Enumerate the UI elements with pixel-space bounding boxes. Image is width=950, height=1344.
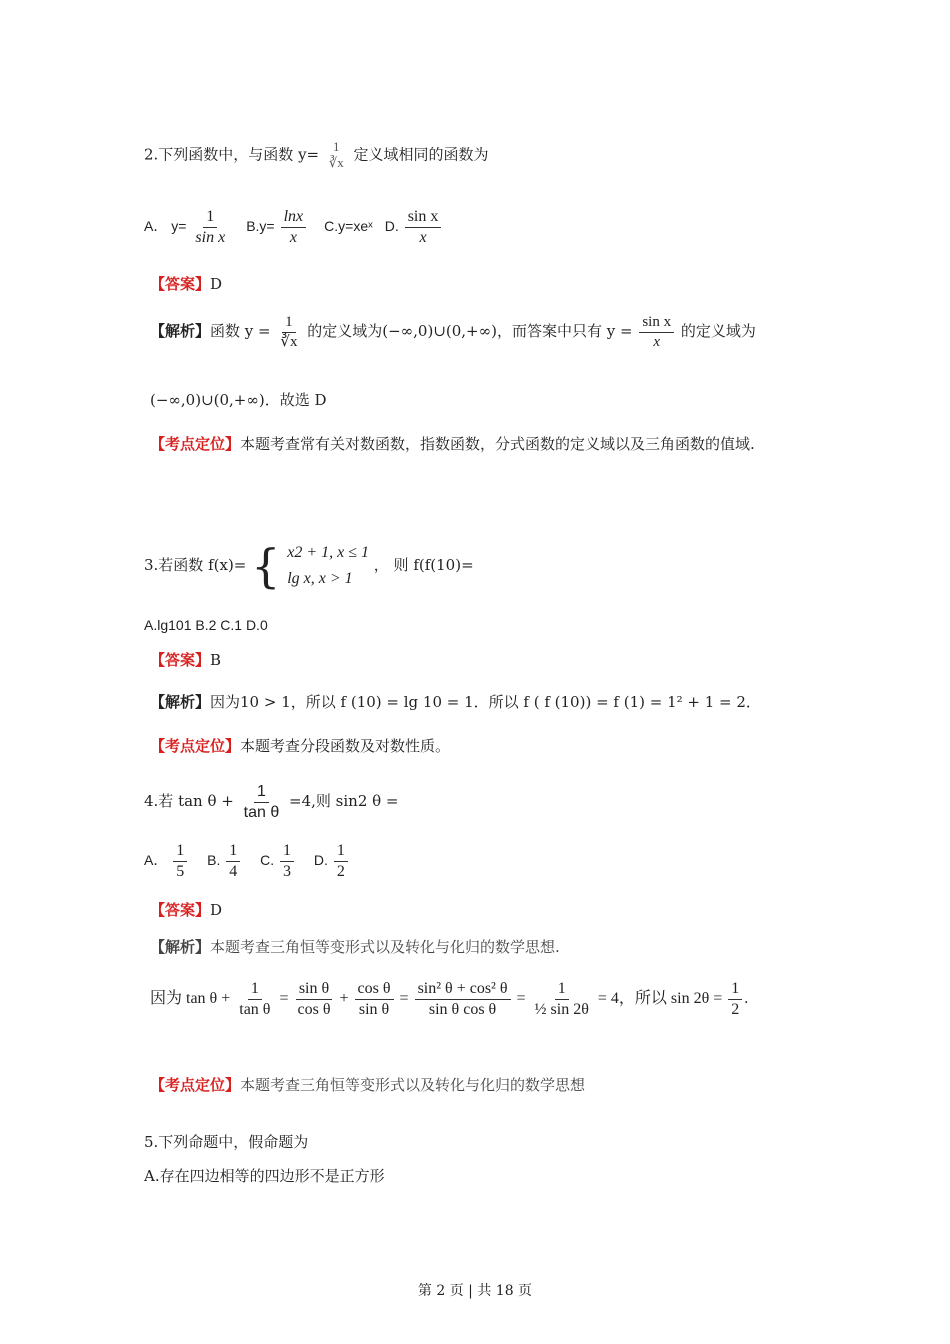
- q3-stem: 3.若函数 f(x)= { x2 + 1, x ≤ 1 lg x, x > 1 ， 则 f(f(10)=: [144, 539, 474, 593]
- q5-stem: 5.下列命题中，假命题为: [144, 1133, 309, 1151]
- q3-analysis: 【解析】因为10 > 1，所以 f (10) = lg 10 = 1．所以 f ( f (10)) = f (1) = 1² + 1 = 2．: [150, 693, 761, 711]
- q4-options: A． $\frac{1}{5}$ B. $\frac{1}{4}$ C. $\frac{1}{3}$ D. $\frac{1}{2}$: [144, 842, 350, 880]
- q4-stem: 4.若 tan θ + $\frac{1}{\text{tan θ}}$ =4,则 sin2 θ =: [144, 783, 399, 821]
- q2-point: 【考点定位】本题考查常有关对数函数，指数函数，分式函数的定义域以及三角函数的值域.: [150, 435, 755, 453]
- q2-answer: 【答案】D: [150, 275, 223, 293]
- q2-analysis-cont: (−∞,0)∪(0,+∞)．故选 D: [150, 391, 327, 409]
- q4-answer: 【答案】D: [150, 901, 223, 919]
- q5-option-a: A.存在四边相等的四边形不是正方形: [144, 1167, 385, 1185]
- q4-analysis: 【解析】本题考查三角恒等变形式以及转化与化归的数学思想.: [150, 938, 560, 956]
- q2-stem: 2.下列函数中，与函数 y= 1 ∛x 定义域相同的函数为: [144, 139, 489, 171]
- q3-options: A.lg101 B.2 C.1 D.0: [144, 617, 268, 633]
- q4-point: 【考点定位】本题考查三角恒等变形式以及转化与化归的数学思想: [150, 1076, 586, 1094]
- q3-answer: 【答案】B: [150, 651, 222, 669]
- q4-equation: 因为 tan θ + $\frac{1}{\text{tan θ}}$ = $\frac{\text{sin θ}}{\text{cos θ}}$ + $\frac{\text{cos θ}}{\text{sin θ}}$ = $\frac{\text{sin² θ + cos² θ}}{\text{sin θ cos θ}}$ = $\frac{1}{\text{½ sin 2θ}}$ = 4，所以 sin 2θ = $\frac{1}{2}$ .: [150, 980, 749, 1018]
- q2-analysis: 【解析】函数 y = $\frac{1}{∛x}$ 的定义域为(−∞,0)∪(0,+∞)，而答案中只有 y = $\frac{\text{sin x}}{x}$ 的定义域为: [150, 314, 756, 350]
- q2-options: A． y= $\frac{1}{\text{sin x}}$ B.y= $\frac{\ln x}{x}$ C.y=xeˣ D. $\frac{\text{sin x}}{x}$: [144, 208, 443, 246]
- q3-point: 【考点定位】本题考查分段函数及对数性质。: [150, 737, 451, 755]
- page-footer: 第 2 页 | 共 18 页: [417, 1283, 533, 1299]
